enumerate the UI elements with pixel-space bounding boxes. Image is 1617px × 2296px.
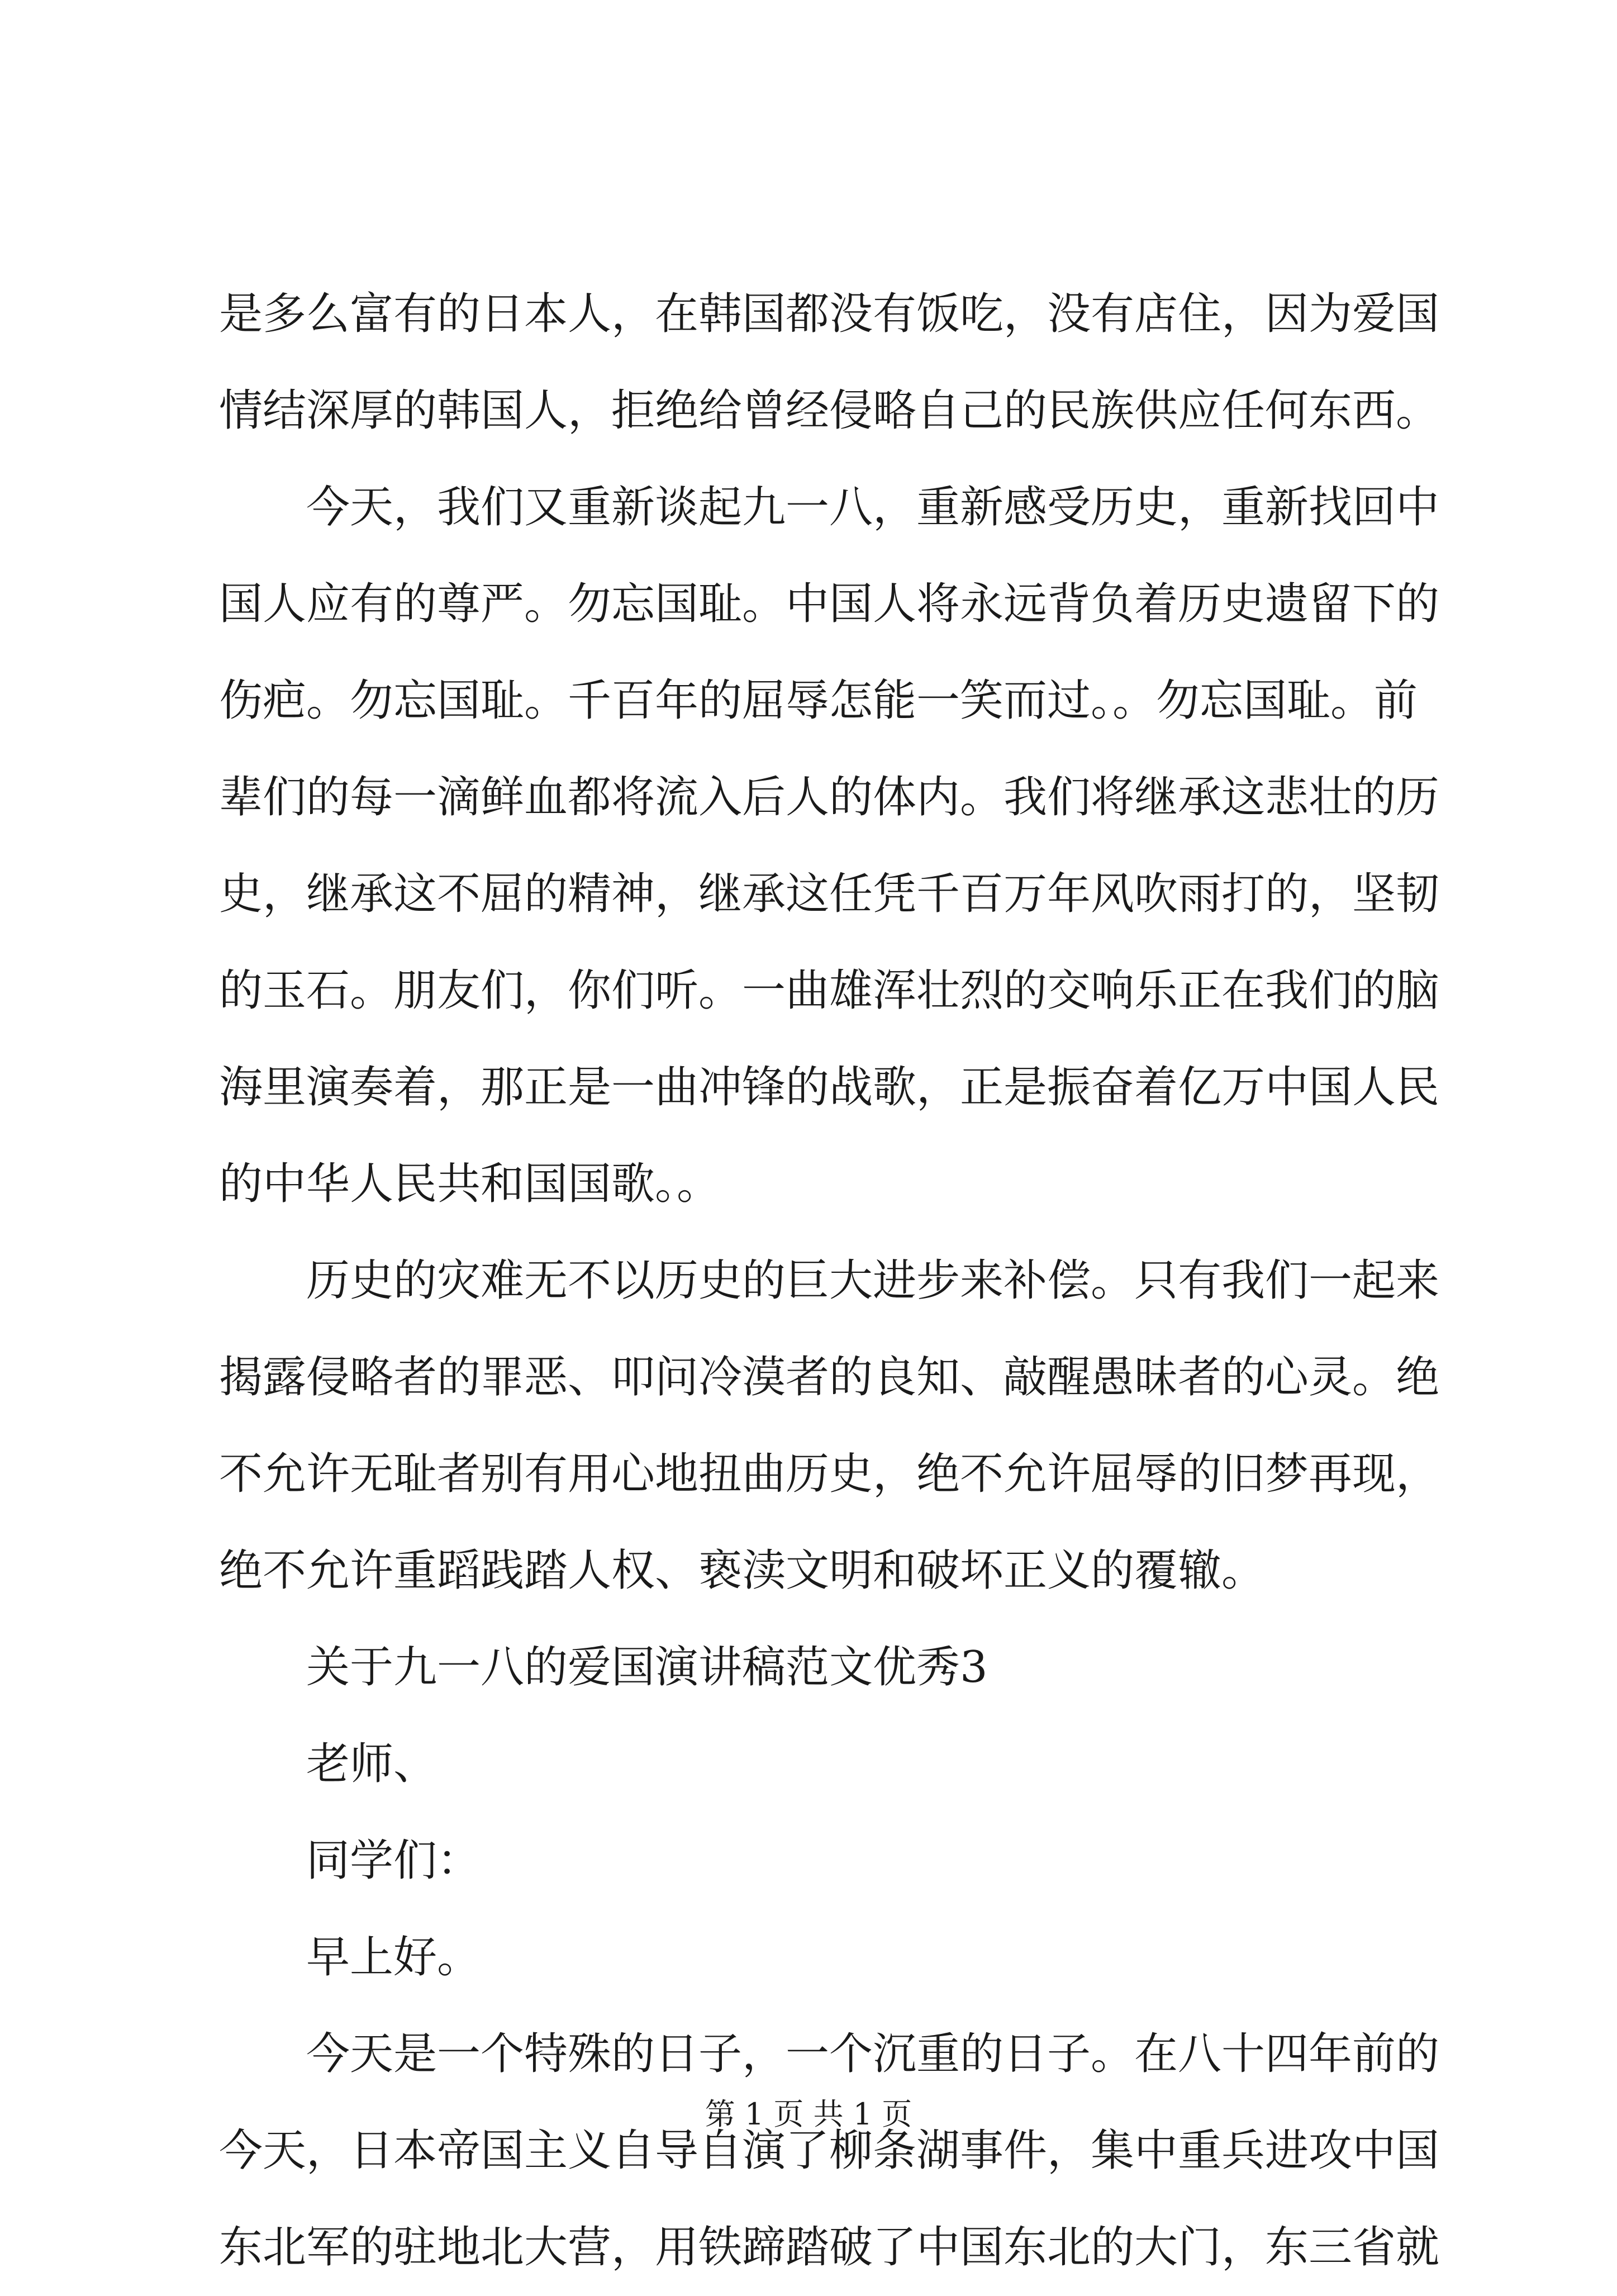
text-line: 的中华人民共和国国歌。。 [219, 1159, 721, 1209]
text-line: 伤疤。勿忘国耻。千百年的屈辱怎能一笑而过。。勿忘国耻。前 [219, 676, 1418, 726]
text-line: 史，继承这不屈的精神，继承这任凭千百万年风吹雨打的，坚韧 [219, 869, 1440, 919]
text-line: 海里演奏着，那正是一曲冲锋的战歌，正是振奋着亿万中国人民 [219, 1062, 1440, 1113]
text-line: 国人应有的尊严。勿忘国耻。中国人将永远背负着历史遗留下的 [219, 579, 1440, 629]
text-line: 揭露侵略者的罪恶、叩问冷漠者的良知、敲醒愚昧者的心灵。绝 [219, 1352, 1440, 1403]
text-line: 东北军的驻地北大营，用铁蹄踏破了中国东北的大门，东三省就 [219, 2222, 1440, 2273]
text-line: 历史的灾难无不以历史的巨大进步来补偿。只有我们一起来 [306, 1256, 1440, 1306]
text-line: 的玉石。朋友们，你们听。一曲雄浑壮烈的交响乐正在我们的脑 [219, 966, 1440, 1016]
text-line: 关于九一八的爱国演讲稿范文优秀3 [306, 1642, 988, 1693]
page-footer: 第 1 页 共 1 页 [705, 2097, 912, 2132]
text-line: 早上好。 [306, 1932, 481, 1983]
text-line: 绝不允许重蹈践踏人权、亵渎文明和破坏正义的覆辙。 [219, 1546, 1266, 1596]
text-line: 同学们： [306, 1836, 481, 1886]
text-line: 今天，我们又重新谈起九一八，重新感受历史，重新找回中 [306, 482, 1440, 533]
text-line: 老师、 [306, 1739, 437, 1789]
text-line: 辈们的每一滴鲜血都将流入后人的体内。我们将继承这悲壮的历 [219, 772, 1440, 823]
text-line: 今天，日本帝国主义自导自演了柳条湖事件，集中重兵进攻中国 [219, 2126, 1440, 2176]
text-line: 不允许无耻者别有用心地扭曲历史，绝不允许屈辱的旧梦再现， [219, 1449, 1440, 1499]
text-line: 今天是一个特殊的日子，一个沉重的日子。在八十四年前的 [306, 2029, 1440, 2079]
document-body [219, 266, 1440, 2296]
text-line: 是多么富有的日本人，在韩国都没有饭吃，没有店住，因为爱国 [219, 289, 1440, 339]
text-line: 情结深厚的韩国人，拒绝给曾经侵略自己的民族供应任何东西。 [219, 386, 1440, 436]
